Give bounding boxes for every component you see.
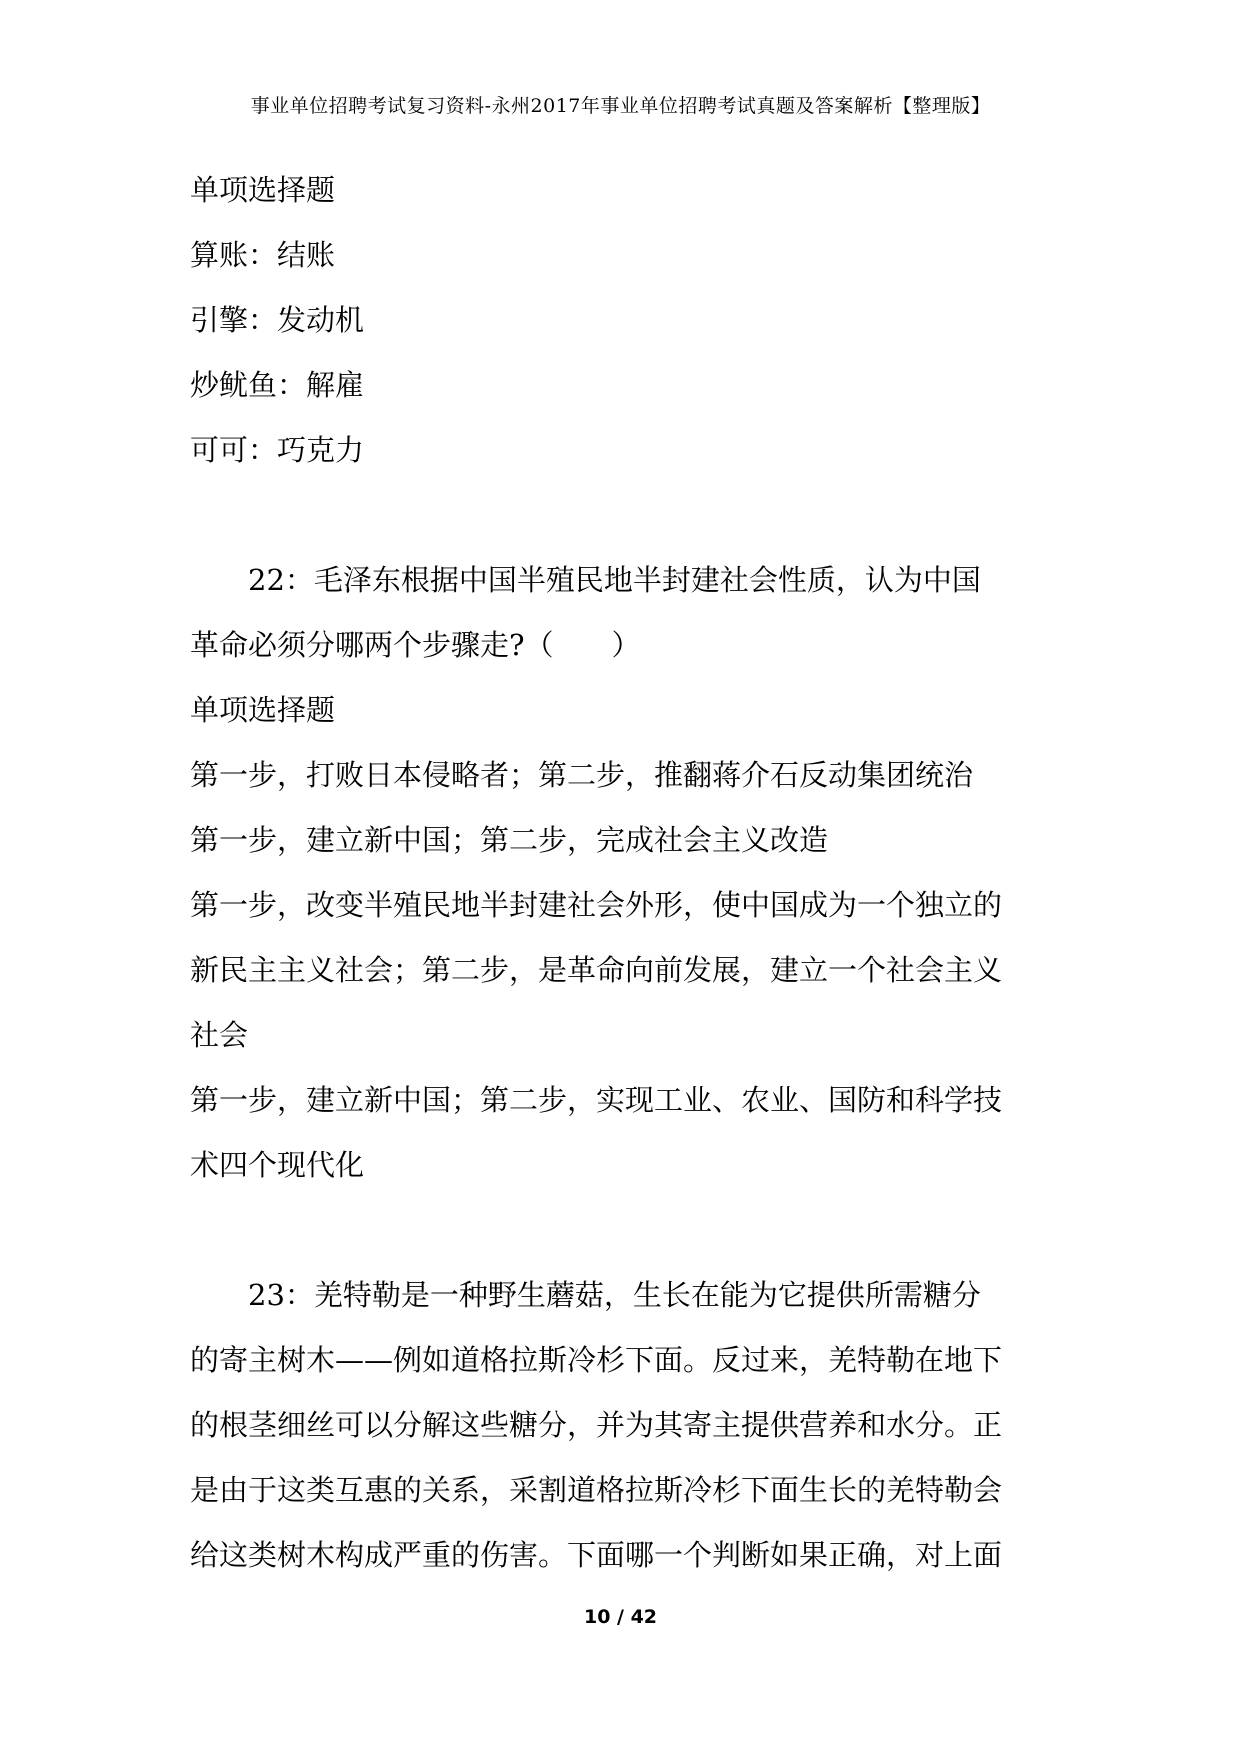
page-header — [0, 93, 1241, 119]
option-line: 第一步，建立新中国；第二步，完成社会主义改造 — [190, 823, 829, 857]
question-21-options-block — [190, 158, 1060, 483]
page-footer — [0, 1604, 1241, 1630]
option-line: 社会 — [190, 1018, 249, 1052]
question-stem-line: 革命必须分哪两个步骤走?（ ） — [190, 628, 641, 662]
question-stem-line: 是由于这类互惠的关系，采割道格拉斯冷杉下面生长的羌特勒会 — [190, 1473, 1003, 1507]
question-type-label: 单项选择题 — [190, 173, 336, 207]
document-body — [190, 158, 1060, 1588]
question-22 — [190, 548, 1060, 1198]
question-stem-line: 的寄主树木——例如道格拉斯冷杉下面。反过来，羌特勒在地下 — [190, 1343, 1003, 1377]
option-line: 算账：结账 — [190, 238, 336, 272]
question-stem-line: 的根茎细丝可以分解这些糖分，并为其寄主提供营养和水分。正 — [190, 1408, 1003, 1442]
page-number: 10 / 42 — [583, 1606, 658, 1628]
option-line: 术四个现代化 — [190, 1148, 365, 1182]
question-type-label: 单项选择题 — [190, 693, 336, 727]
question-stem-line: 22：毛泽东根据中国半殖民地半封建社会性质，认为中国 — [248, 563, 981, 597]
option-line: 第一步，建立新中国；第二步，实现工业、农业、国防和科学技 — [190, 1083, 1003, 1117]
question-stem-line: 给这类树木构成严重的伤害。下面哪一个判断如果正确，对上面 — [190, 1538, 1003, 1572]
question-stem-line: 23：羌特勒是一种野生蘑菇，生长在能为它提供所需糖分 — [248, 1278, 981, 1312]
option-line: 可可：巧克力 — [190, 433, 365, 467]
question-23 — [190, 1263, 1060, 1588]
option-line: 引擎：发动机 — [190, 303, 365, 337]
option-line: 第一步，改变半殖民地半封建社会外形，使中国成为一个独立的 — [190, 888, 1003, 922]
document-title: 事业单位招聘考试复习资料-永州2017年事业单位招聘考试真题及答案解析【整理版】 — [250, 95, 991, 117]
option-line: 炒鱿鱼：解雇 — [190, 368, 365, 402]
option-line: 新民主主义社会；第二步，是革命向前发展，建立一个社会主义 — [190, 953, 1003, 987]
option-line: 第一步，打败日本侵略者；第二步，推翻蒋介石反动集团统治 — [190, 758, 974, 792]
